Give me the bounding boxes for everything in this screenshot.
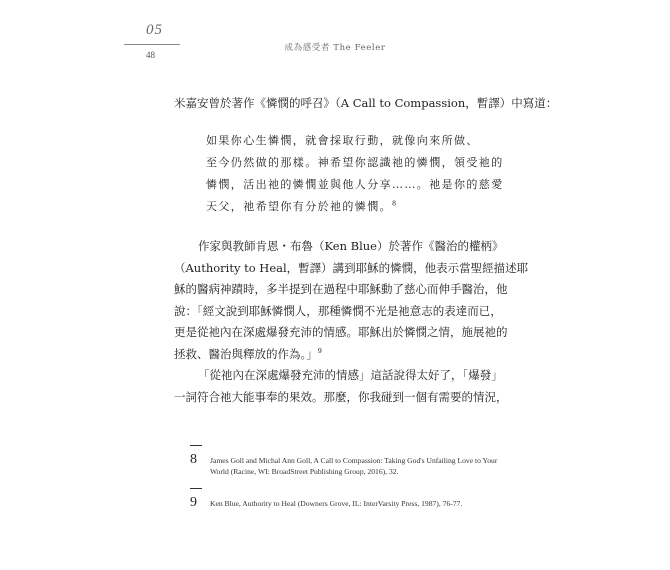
footnote-divider <box>190 445 202 446</box>
footnote-number: 8 <box>190 452 197 467</box>
footnote-text <box>210 455 510 477</box>
footnote-divider <box>190 488 202 489</box>
running-title: 成為感受者 The Feeler <box>284 43 386 53</box>
footnote-line: World (Racine, WI: BroadStreet Publishing Group, 2016), 32. <box>210 467 399 476</box>
paragraph-line: 「從祂內在深處爆發充沛的情感」這話說得太好了，「爆發」 <box>198 368 503 382</box>
paragraph-line-text: 拯救、醫治與釋放的作為。」 <box>174 346 318 361</box>
paragraph-line-last <box>174 344 504 366</box>
quote-line: 憐憫，活出祂的憐憫並與他人分享……。祂是你的慈愛 <box>206 178 504 191</box>
intro-paragraph <box>174 93 558 115</box>
footnote-line: Ken Blue, Authority to Heal (Downers Grove, IL: InterVarsity Press, 1987), 76-77. <box>210 499 463 508</box>
block-quote <box>206 130 504 218</box>
chapter-number: 05 <box>146 22 163 38</box>
quote-line: 至今仍然做的那樣。神希望你認識祂的憐憫，領受祂的 <box>206 156 504 169</box>
paragraph-line: 說：「經文說到耶穌憐憫人，那種憐憫不光是祂意志的表達而已， <box>174 303 502 318</box>
paragraph-line: （Authority to Heal，暫譯）講到耶穌的憐憫，他表示當聖經描述耶 <box>174 260 529 275</box>
quote-line: 如果你心生憐憫，就會採取行動，就像向來所做、 <box>206 134 479 147</box>
footnote-text <box>210 498 510 509</box>
paragraph-line: 一詞符合祂大能事奉的果效。那麼，你我碰到一個有需要的情況， <box>174 389 508 404</box>
page-number: 48 <box>146 50 155 60</box>
paragraph-ken-blue <box>174 236 529 408</box>
footnote-ref-8[interactable]: 8 <box>392 199 398 208</box>
paragraph-line: 作家與教師肯恩・布魯（Ken Blue）於著作《醫治的權柄》 <box>198 239 504 253</box>
footnote-ref-9[interactable]: 9 <box>317 346 322 355</box>
quote-line-text: 天父，祂希望你有分於祂的憐憫。 <box>206 200 392 213</box>
paragraph-line: 穌的醫病神蹟時，多半提到在過程中耶穌動了慈心而伸手醫治，他 <box>174 282 508 296</box>
quote-line-last <box>206 196 496 218</box>
intro-line: 米嘉安曾於著作《憐憫的呼召》（A Call to Compassion，暫譯）中寫道： <box>174 96 558 110</box>
footnote-number: 9 <box>190 495 197 510</box>
paragraph-line: 更是從祂內在深處爆發充沛的情感。耶穌出於憐憫之情，施展祂的 <box>174 325 508 339</box>
footnote-line: James Goll and Michal Ann Goll, A Call to Compassion: Taking God's Unfailing Love to Your <box>210 456 498 465</box>
